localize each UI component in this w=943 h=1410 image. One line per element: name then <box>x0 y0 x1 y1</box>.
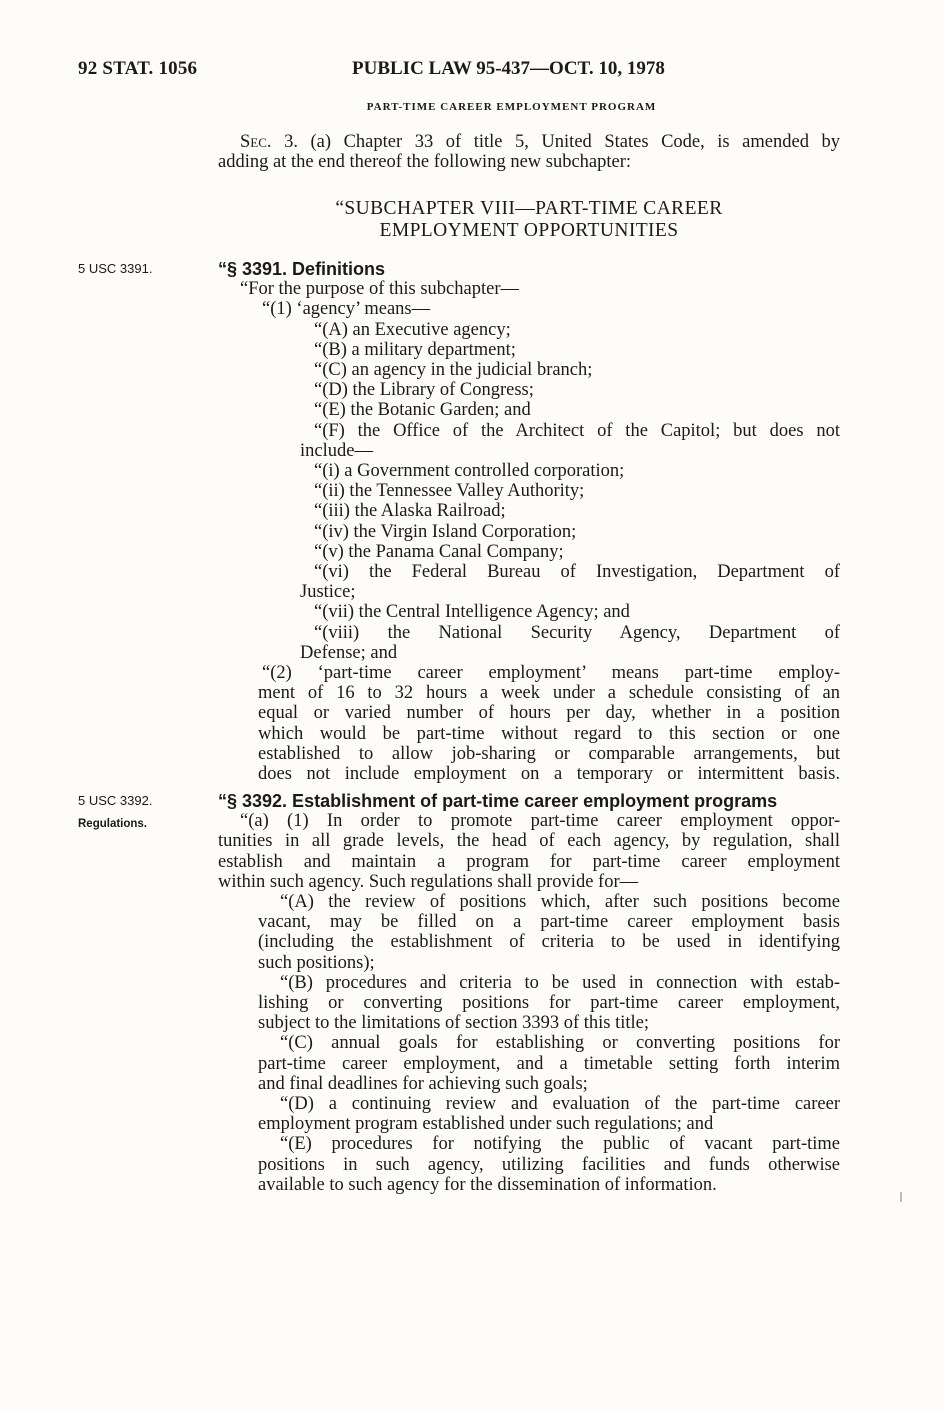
s3391-line: “(i) a Government controlled corporation; <box>314 461 625 482</box>
margin-note-regulations: Regulations. <box>78 818 148 830</box>
s3391-line: “For the purpose of this subchapter— <box>240 279 519 300</box>
intro-line-1 <box>218 132 840 152</box>
subchapter-title <box>218 198 840 242</box>
s3391-line: “(A) an Executive agency; <box>314 319 511 340</box>
s3391-line: “(1) ‘agency’ means— <box>262 299 431 320</box>
s3392-line: available to such agency for the dissemination of information. <box>258 1174 717 1195</box>
section-3391 <box>218 259 840 784</box>
s3392-line: subject to the limitations of section 3393 of this title; <box>258 1013 650 1034</box>
s3391-line: Justice; <box>300 582 356 603</box>
s3392-line: within such agency. Such regulations shall provide for— <box>218 871 639 892</box>
s3392-line: (including the establishment of criteria to be used in identifying <box>258 932 840 953</box>
intro-text-1: 3. (a) Chapter 33 of title 5, United States Code, is amended by <box>284 132 840 152</box>
margin-note-usc-3391: 5 USC 3391. <box>78 261 153 276</box>
s3392-line: “(D) a continuing review and evaluation of the part-time career <box>280 1094 840 1115</box>
s3391-line: “(C) an agency in the judicial branch; <box>314 360 593 381</box>
s3392-line: establish and maintain a program for part-time career employment <box>218 851 840 872</box>
subchapter-title-line-1: “SUBCHAPTER VIII—PART-TIME CAREER <box>335 198 723 219</box>
s3392-line: such positions); <box>258 952 375 973</box>
s3391-line: ment of 16 to 32 hours a week under a schedule consisting of an <box>258 683 840 704</box>
s3391-line: does not include employment on a temporary or intermittent basis. <box>258 764 840 785</box>
s3391-line: “(iv) the Virgin Island Corporation; <box>314 521 577 542</box>
s3391-line: “(B) a military department; <box>314 339 516 360</box>
intro-paragraph <box>218 132 840 172</box>
s3391-line: “(v) the Panama Canal Company; <box>314 541 564 562</box>
subchapter-title-line-2: EMPLOYMENT OPPORTUNITIES <box>379 220 679 241</box>
section-3392-heading: “§ 3392. Establishment of part-time career employment programs <box>218 791 778 811</box>
scan-mark <box>900 1192 902 1202</box>
s3392-line: “(A) the review of positions which, after such positions become <box>280 892 840 913</box>
s3392-line: and final deadlines for achieving such goals; <box>258 1073 588 1094</box>
s3391-line: “(2) ‘part-time career employment’ means part-time employ- <box>262 663 840 684</box>
s3392-line: vacant, may be filled on a part-time career employment basis <box>258 912 840 933</box>
s3392-line: “(B) procedures and criteria to be used in connection with estab- <box>280 972 840 993</box>
sec-label: Sec. <box>240 132 272 152</box>
s3391-line: “(iii) the Alaska Railroad; <box>314 501 506 522</box>
intro-line-2: adding at the end thereof the following new subchapter: <box>218 152 632 173</box>
s3392-line: tunities in all grade levels, the head of each agency, by regulation, shall <box>218 831 840 852</box>
section-3392 <box>218 791 840 1195</box>
s3391-line: “(viii) the National Security Agency, Department of <box>314 622 840 643</box>
s3391-line: include— <box>300 440 373 461</box>
s3391-line: “(ii) the Tennessee Valley Authority; <box>314 481 585 502</box>
s3392-line: “(a) (1) In order to promote part-time career employment oppor- <box>240 811 840 832</box>
margin-note-usc-3392: 5 USC 3392. <box>78 793 153 808</box>
running-header: PUBLIC LAW 95-437—OCT. 10, 1978 <box>352 58 665 79</box>
s3391-line: “(D) the Library of Congress; <box>314 380 534 401</box>
section-caption: PART-TIME CAREER EMPLOYMENT PROGRAM <box>366 101 657 113</box>
s3392-line: “(C) annual goals for establishing or converting positions for <box>280 1033 840 1054</box>
s3392-line: employment program established under such regulations; and <box>258 1114 714 1135</box>
s3392-line: lishing or converting positions for part-time career employment, <box>258 993 840 1014</box>
s3391-line: “(E) the Botanic Garden; and <box>314 400 531 421</box>
s3391-line: established to allow job-sharing or comparable arrangements, but <box>258 743 840 764</box>
s3392-line: “(E) procedures for notifying the public of vacant part-time <box>280 1134 840 1155</box>
s3391-line: “(vi) the Federal Bureau of Investigation, Department of <box>314 562 840 583</box>
s3391-line: “(vii) the Central Intelligence Agency; and <box>314 602 630 623</box>
s3391-line: which would be part-time without regard to this section or one <box>258 723 840 744</box>
s3392-line: positions in such agency, utilizing facilities and funds otherwise <box>258 1154 840 1175</box>
s3392-line: part-time career employment, and a timetable setting forth interim <box>258 1053 840 1074</box>
s3391-line: equal or varied number of hours per day, whether in a position <box>258 703 840 724</box>
section-3391-heading: “§ 3391. Definitions <box>218 259 386 279</box>
s3391-line: “(F) the Office of the Architect of the Capitol; but does not <box>314 420 840 441</box>
statute-page-number: 92 STAT. 1056 <box>78 58 198 79</box>
s3391-line: Defense; and <box>300 642 398 663</box>
